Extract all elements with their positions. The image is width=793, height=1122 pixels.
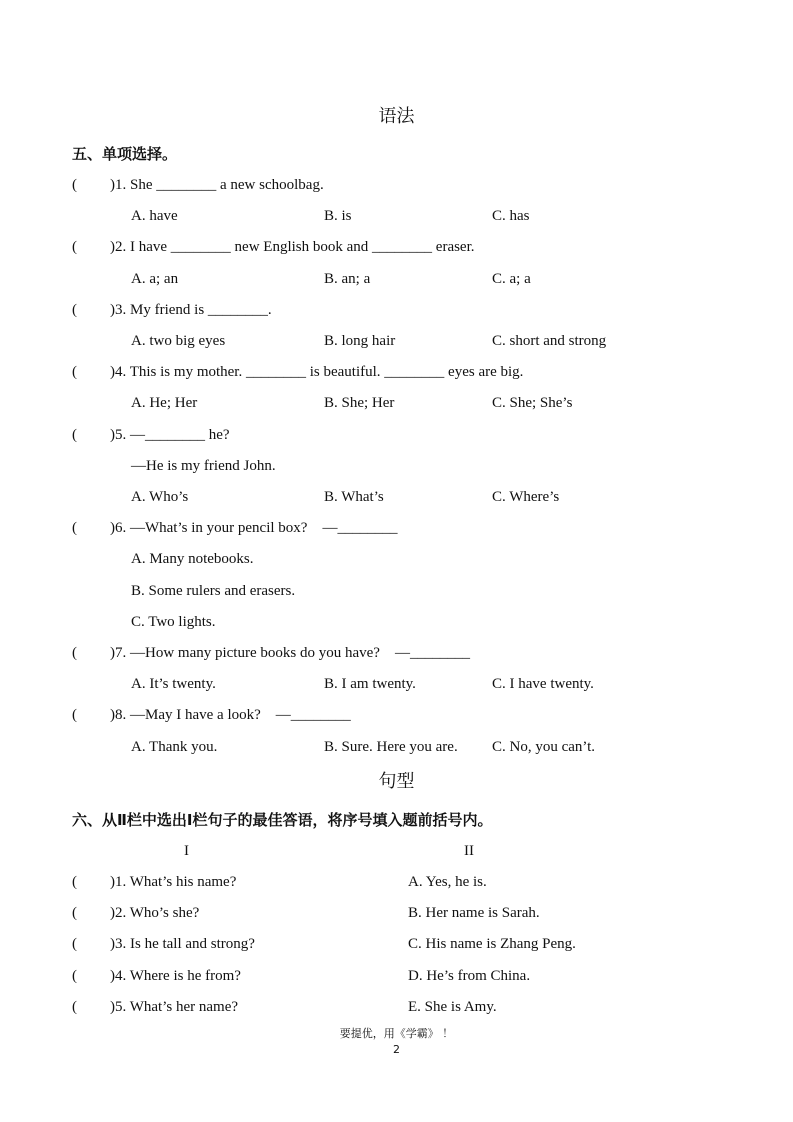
question-stem: )2. I have ________ new English book and ________ eraser. bbox=[110, 239, 475, 256]
option: C. a; a bbox=[492, 270, 531, 287]
answer-option: D. He’s from China. bbox=[408, 967, 531, 984]
option: A. two big eyes bbox=[131, 333, 226, 349]
answer-option: B. Her name is Sarah. bbox=[408, 905, 540, 922]
answer-paren: ( bbox=[72, 645, 77, 661]
option: B. an; a bbox=[324, 270, 371, 287]
option: B. long hair bbox=[324, 333, 396, 349]
option: C. Where’s bbox=[492, 489, 560, 505]
option: B. Some rulers and erasers. bbox=[131, 582, 296, 599]
question-stem: )1. She ________ a new schoolbag. bbox=[110, 177, 324, 193]
question-stem: )5. —________ he? bbox=[110, 426, 230, 443]
question: )1. What’s his name? bbox=[110, 874, 237, 890]
section6-heading: 六、从Ⅱ栏中选出Ⅰ栏句子的最佳答语，将序号填入题前括号内。 bbox=[72, 811, 493, 829]
column-1-label: I bbox=[184, 843, 189, 859]
option: C. I have twenty. bbox=[492, 676, 594, 693]
option: C. Two lights. bbox=[131, 613, 216, 630]
option: A. Who’s bbox=[131, 489, 189, 505]
option: C. has bbox=[492, 208, 530, 225]
option: A. Thank you. bbox=[131, 738, 218, 755]
answer-option: E. She is Amy. bbox=[408, 998, 497, 1015]
answer-paren: ( bbox=[72, 967, 77, 984]
option: A. It’s twenty. bbox=[131, 676, 216, 693]
option: A. He; Her bbox=[131, 395, 198, 412]
column-2-label: II bbox=[464, 843, 474, 859]
option: A. Many notebooks. bbox=[131, 551, 254, 568]
question-stem: )8. —May I have a look? —________ bbox=[110, 707, 351, 724]
answer-paren: ( bbox=[72, 364, 77, 381]
option: A. a; an bbox=[131, 270, 179, 287]
question-stem: )7. —How many picture books do you have? —________ bbox=[110, 645, 470, 661]
option: C. No, you can’t. bbox=[492, 738, 596, 755]
question-stem: )3. My friend is ________. bbox=[110, 301, 272, 318]
option: C. short and strong bbox=[492, 333, 607, 349]
section5-heading: 五、单项选择。 bbox=[72, 145, 178, 163]
answer-paren: ( bbox=[72, 998, 77, 1015]
answer-paren: ( bbox=[72, 177, 77, 193]
answer-paren: ( bbox=[72, 874, 77, 890]
option: B. I am twenty. bbox=[324, 676, 416, 693]
answer-option: A. Yes, he is. bbox=[408, 874, 487, 890]
option: B. She; Her bbox=[324, 395, 395, 412]
answer-paren: ( bbox=[72, 905, 77, 922]
answer-paren: ( bbox=[72, 301, 77, 318]
question: )3. Is he tall and strong? bbox=[110, 936, 255, 953]
question: )2. Who’s she? bbox=[110, 905, 200, 922]
question-line: —He is my friend John. bbox=[131, 457, 276, 474]
page-number: 2 bbox=[393, 1043, 400, 1056]
answer-paren: ( bbox=[72, 936, 77, 953]
question-stem: )4. This is my mother. ________ is beautiful. ________ eyes are big. bbox=[110, 364, 524, 381]
option: B. What’s bbox=[324, 489, 384, 505]
option: B. Sure. Here you are. bbox=[324, 738, 458, 755]
option: C. She; She’s bbox=[492, 395, 573, 412]
answer-option: C. His name is Zhang Peng. bbox=[408, 936, 576, 953]
answer-paren: ( bbox=[72, 520, 77, 537]
option: A. have bbox=[131, 208, 178, 225]
question: )4. Where is he from? bbox=[110, 967, 241, 984]
answer-paren: ( bbox=[72, 239, 77, 256]
answer-paren: ( bbox=[72, 707, 77, 724]
question: )5. What’s her name? bbox=[110, 998, 239, 1015]
answer-paren: ( bbox=[72, 426, 77, 443]
option: B. is bbox=[324, 208, 352, 225]
grammar-title: 语法 bbox=[378, 106, 415, 127]
footer-slogan: 要提优，用《学霸》 ！ bbox=[339, 1027, 454, 1040]
sentence-title: 句型 bbox=[378, 771, 415, 792]
question-stem: )6. —What’s in your pencil box? —________ bbox=[110, 520, 398, 537]
